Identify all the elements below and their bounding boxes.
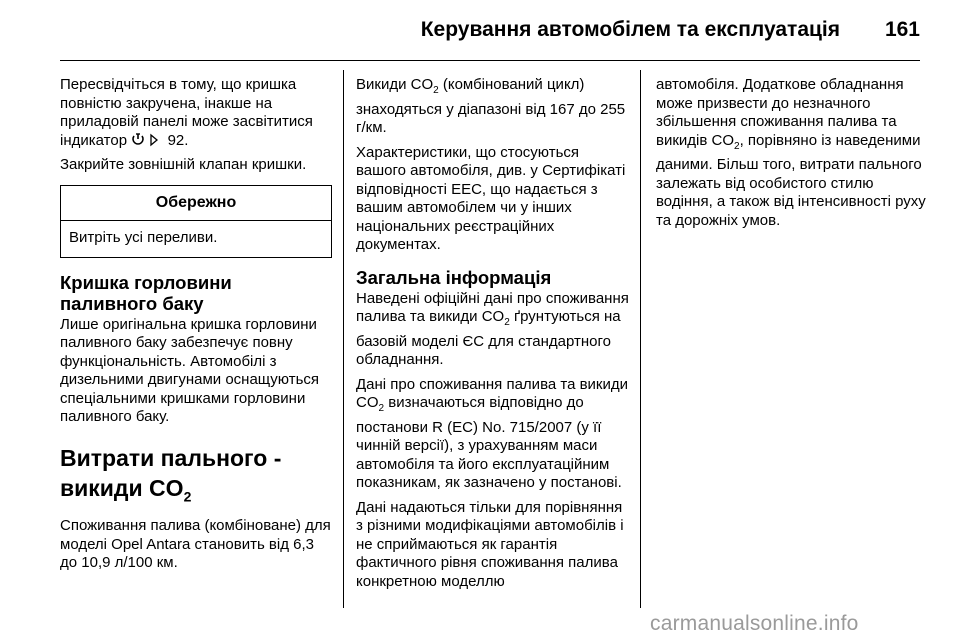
- header-rule: [60, 60, 920, 61]
- cap-tightened-paragraph: [60, 76, 332, 150]
- section-heading-general-info: Загальна інформація: [356, 266, 552, 288]
- emissions-paragraph: Викиди $CO_2$ (комбінований цикл) знаходяться у діапазоні від 167 до 255 г/км.: [356, 76, 626, 136]
- comparison-paragraph: Дані надаються тільки для порівняння з різними модифікаціями автомобілів і не сприймаються як гарантія фактичного рівня споживання палива конкретною моделлю: [356, 498, 624, 590]
- page-number: 161: [884, 18, 920, 41]
- official-data-paragraph: Наведені офіційні дані про споживання палива та викиди $CO_2$ ґрунтуються на базовій моделі ЄС для стандартного обладнання.: [356, 289, 629, 368]
- page-reference-triangle-icon: [149, 133, 163, 147]
- page-reference-number[interactable]: 92.: [167, 131, 189, 149]
- cap-tightened-text: Пересвідчіться в тому, що кришка повністю закручена, інакше на приладовій панелі може засвітитися індикатор: [60, 76, 313, 149]
- section-heading-consumption: Витрати пального - викиди $CO_2$: [60, 444, 282, 505]
- caution-text: Витріть усі переливи.: [69, 229, 218, 246]
- column-3: [656, 76, 926, 236]
- column-divider-1: [343, 70, 344, 608]
- close-flap-paragraph: Закрийте зовнішній клапан кришки.: [60, 156, 307, 173]
- consumption-paragraph: Споживання палива (комбіноване) для моделі Opel Antara становить від 6,3 до 10,9 л/100 км.: [60, 517, 331, 572]
- column-divider-2: [640, 70, 641, 608]
- column-2: [356, 76, 630, 597]
- fuel-cap-paragraph: Лише оригінальна кришка горловини паливного баку забезпечує повну функціональність. Автомобілі з дизельними двигунами оснащуються спеціальними кришками горловини паливного баку.: [60, 315, 320, 425]
- fuel-cap-indicator-icon: [131, 133, 145, 147]
- section-heading-fuel-cap: Кришка горловини паливного баку: [60, 271, 232, 314]
- page-header-title: Керування автомобілем та експлуатація: [420, 18, 840, 41]
- watermark: carmanualsonline.info: [650, 612, 859, 635]
- column-1: [60, 76, 332, 579]
- caution-title: Обережно: [61, 186, 331, 222]
- equipment-paragraph: автомобіля. Додаткове обладнання може призвести до незначного збільшення споживання палива та викидів $CO_2$, порівняно із наведеними даними. Більш того, витрати пального залежать від особистого стилю водіння, а також від інтенсивності руху та дорожніх умов.: [656, 76, 926, 229]
- regulation-paragraph: Дані про споживання палива та викиди $CO_2$ визначаються відповідно до постанови R (EC) No. 715/2007 (у її чинній версії), з урахуванням маси автомобіля та його експлуатаційним показникам, як зазначено у постанові.: [356, 375, 629, 491]
- caution-box: [60, 185, 332, 258]
- characteristics-paragraph: Характеристики, що стосуються вашого автомобіля, див. у Сертифікаті відповідності ЕЕС, що надається з вашим автомобілем чи у інших національних реєстраційних документах.: [356, 143, 626, 253]
